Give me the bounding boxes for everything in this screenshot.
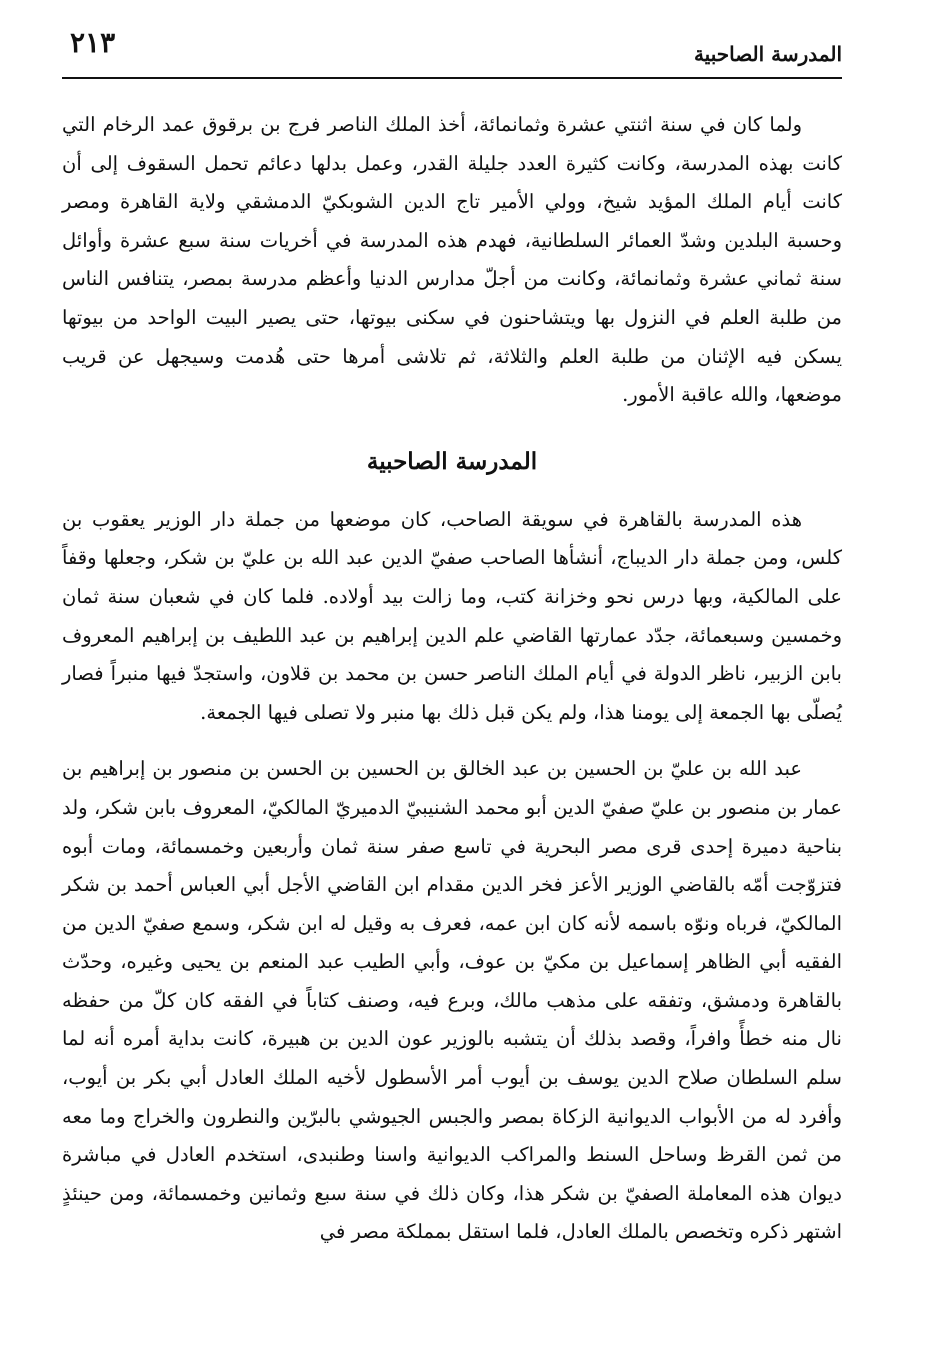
page-body	[62, 106, 842, 1252]
section-title: المدرسة الصاحبية	[366, 447, 538, 475]
paragraph-2: هذه المدرسة بالقاهرة في سويقة الصاحب، كان موضعها من جملة دار الوزير يعقوب بن كلس، ومن جملة دار الديباج، أنشأها الصاحب صفيّ الدين عبد الله بن عليّ بن شكر، وجعلها وقفاً على المالكية، وبها درس نحو وخزانة كتب، وما زالت بيد أولاده. فلما كان في شعبان سنة ثمان وخمسين وسبعمائة، جدّد عمارتها القاضي علم الدين إبراهيم بن عبد اللطيف بن إبراهيم المعروف بابن الزبير، ناظر الدولة في أيام الملك الناصر حسن بن محمد بن قلاون، واستجدّ فيها منبراً فصار يُصلّى بها الجمعة إلى يومنا هذا، ولم يكن قبل ذلك بها منبر ولا تصلى فيها الجمعة.	[62, 507, 842, 724]
paragraph-gap	[62, 732, 842, 750]
paragraph-1: ولما كان في سنة اثنتي عشرة وثمانمائة، أخذ الملك الناصر فرج بن برقوق عمد الرخام التي كانت بهذه المدرسة، وكانت كثيرة العدد جليلة القدر، وعمل بدلها دعائم تحمل السقوف إلى أن كانت أيام الملك المؤيد شيخ، وولي الأمير تاج الدين الشوبكيّ الدمشقي ولاية القاهرة ومصر وحسبة البلدين وشدّ العمائر السلطانية، فهدم هذه المدرسة في أخريات سنة سبع عشرة وأوائل سنة ثماني عشرة وثمانمائة، وكانت من أجلّ مدارس الدنيا وأعظم مدرسة بمصر، يتنافس الناس من طلبة العلم في النزول بها ويتشاحنون في سكنى بيوتها، حتى يصير البيت الواحد من بيوتها يسكن فيه الإثنان من طلبة العلم والثلاثة، ثم تلاشى أمرها حتى هُدمت وسيجهل عن قريب موضعها، والله عاقبة الأمور.	[62, 113, 842, 407]
running-head: المدرسة الصاحبية	[693, 42, 842, 66]
paragraph-3: عبد الله بن عليّ بن الحسين بن عبد الخالق بن الحسين بن الحسن بن منصور بن إبراهيم بن عمار بن منصور بن عليّ صفيّ الدين أبو محمد الشنيبيّ الدميريّ المالكيّ، المعروف بابن شكر، ولد بناحية دميرة إحدى قرى مصر البحرية في تاسع صفر سنة ثمان وأربعين وخمسمائة، ومات أبوه فتزوّجت أمّه بالقاضي الوزير الأعز فخر الدين مقدام ابن القاضي الأجل أبي العباس أحمد بن شكر المالكيّ، فرباه ونوّه باسمه لأنه كان ابن عمه، فعرف به وقيل له ابن شكر، وسمع صفيّ الدين من الفقيه أبي الظاهر إسماعيل بن مكيّ بن عوف، وأبي الطيب عبد المنعم بن يحيى وغيره، وحدّث بالقاهرة ودمشق، وتفقه على مذهب مالك، وبرع فيه، وصنف كتاباً في الفقه كان كلّ من حفظه نال منه خطأً وافراً، وقصد بذلك أن يتشبه بالوزير عون الدين بن هبيرة، كانت بداية أمره أنه لما سلم السلطان صلاح الدين يوسف بن أيوب أمر الأسطول لأخيه الملك العادل أبي بكر بن أيوب، وأفرد له من الأبواب الديوانية الزكاة بمصر والجبس الجيوشي بالبرّين والنطرون والخراج وما معه من ثمن القرظ وساحل السنط والمراكب الديوانية واسنا وطنبدى، استخدم العادل في مباشرة ديوان هذه المعاملة الصفيّ بن شكر هذا، وكان ذلك في سنة سبع وثمانين وخمسمائة، ومن حينئذٍ اشتهر ذكره وتخصص بالملك العادل، فلما استقل بمملكة مصر في	[62, 757, 842, 1244]
book-page	[62, 20, 842, 1244]
page-header	[62, 20, 842, 70]
page-number: ٢١٣	[70, 26, 116, 59]
header-rule	[62, 77, 842, 79]
